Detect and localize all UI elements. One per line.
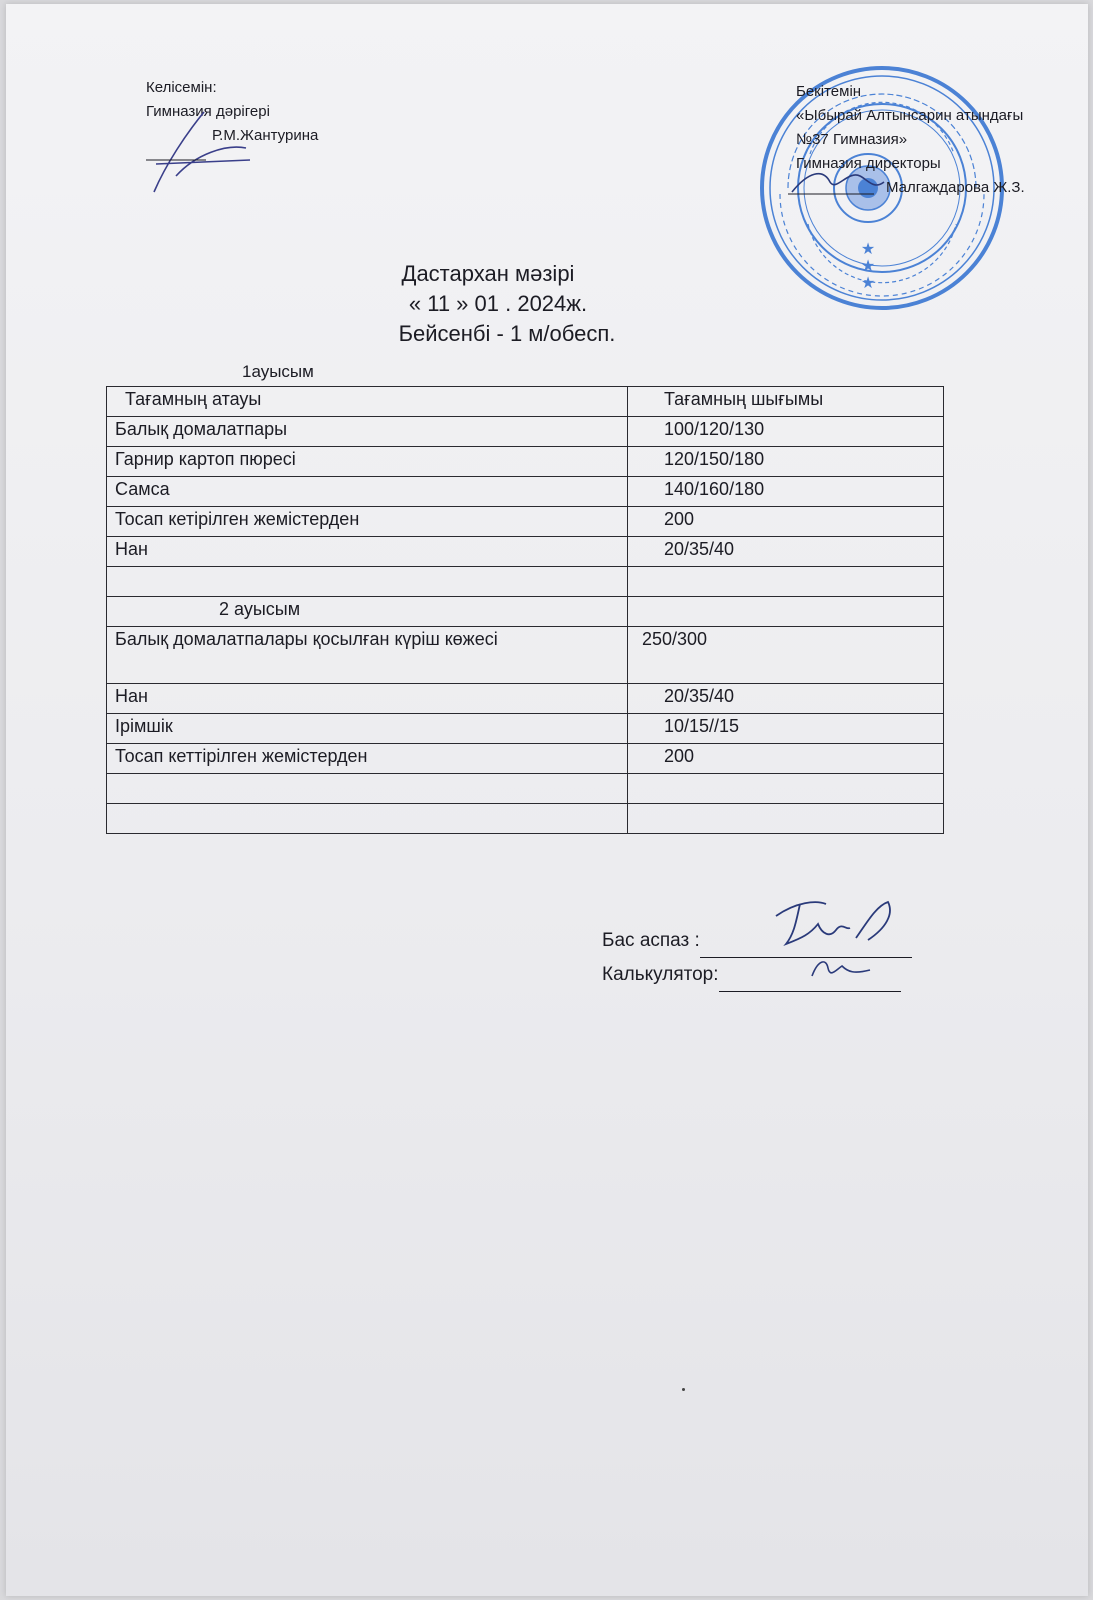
table-row xyxy=(107,714,944,744)
shift-2-row xyxy=(107,597,944,627)
dish-yield: 200 xyxy=(628,744,944,774)
dish-yield: 120/150/180 xyxy=(628,447,944,477)
dish-yield: 20/35/40 xyxy=(628,684,944,714)
agreed-label: Келісемін: xyxy=(146,79,217,96)
calculator-label: Калькулятор: xyxy=(602,964,719,985)
dish-name: Нан xyxy=(107,537,628,567)
dish-yield: 140/160/180 xyxy=(628,477,944,507)
dish-name: Тосап кетірілген жемістерден xyxy=(107,507,628,537)
empty-cell xyxy=(628,774,944,804)
doctor-title: Гимназия дәрігері xyxy=(146,103,270,120)
table-row xyxy=(107,627,944,684)
empty-cell xyxy=(107,567,628,597)
school-name-line2: №37 Гимназия» xyxy=(796,131,908,148)
table-row-empty xyxy=(107,804,944,834)
table-row xyxy=(107,537,944,567)
dish-yield: 250/300 xyxy=(628,627,944,684)
table-row xyxy=(107,507,944,537)
dish-name: Балық домалатпалары қосылған күріш көжесі xyxy=(107,627,628,684)
table-row xyxy=(107,447,944,477)
svg-text:★: ★ xyxy=(860,241,876,258)
table-header-row xyxy=(107,387,944,417)
shift-1-label: 1ауысым xyxy=(242,362,314,381)
table-row xyxy=(107,744,944,774)
chef-label: Бас аспаз : xyxy=(602,930,700,951)
dish-name: Самса xyxy=(107,477,628,507)
menu-table xyxy=(106,386,944,834)
director-title: Гимназия директоры xyxy=(796,155,941,172)
table-row xyxy=(107,684,944,714)
dish-yield: 100/120/130 xyxy=(628,417,944,447)
doctor-signature xyxy=(146,104,256,199)
paper-speck xyxy=(682,1388,685,1391)
school-name-line1: «Ыбырай Алтынсарин атындағы xyxy=(796,107,1024,124)
svg-text:★: ★ xyxy=(860,275,876,292)
dish-name: Нан xyxy=(107,684,628,714)
dish-yield: 20/35/40 xyxy=(628,537,944,567)
menu-date: « 11 » 01 . 2024ж. xyxy=(408,291,588,316)
table-row xyxy=(107,417,944,447)
menu-title: Дастархан мәзірі xyxy=(401,261,575,286)
dish-name: Ірімшік xyxy=(107,714,628,744)
dish-name: Тосап кеттірілген жемістерден xyxy=(107,744,628,774)
dish-yield: 200 xyxy=(628,507,944,537)
chef-signature xyxy=(756,894,906,954)
dish-name: Балық домалатпары xyxy=(107,417,628,447)
empty-cell xyxy=(107,774,628,804)
calculator-signature xyxy=(806,954,876,984)
empty-cell xyxy=(628,804,944,834)
table-row-empty xyxy=(107,774,944,804)
empty-cell xyxy=(107,804,628,834)
director-name: Малгаждарова Ж.З. xyxy=(886,179,1025,196)
table-row xyxy=(107,477,944,507)
header-dish-yield: Тағамның шығымы xyxy=(628,387,944,417)
shift-2-label: 2 ауысым xyxy=(107,597,628,627)
table-row-empty xyxy=(107,567,944,597)
dish-yield: 10/15//15 xyxy=(628,714,944,744)
doctor-name: Р.М.Жантурина xyxy=(212,127,319,144)
dish-name: Гарнир картоп пюресі xyxy=(107,447,628,477)
approved-label: Бекітемін xyxy=(796,83,862,100)
svg-text:★: ★ xyxy=(860,258,876,275)
empty-cell xyxy=(628,597,944,627)
header-dish-name: Тағамның атауы xyxy=(107,387,628,417)
director-signature xyxy=(788,162,888,202)
menu-day: Бейсенбі - 1 м/обесп. xyxy=(398,321,616,346)
document-page xyxy=(6,4,1088,1596)
empty-cell xyxy=(628,567,944,597)
